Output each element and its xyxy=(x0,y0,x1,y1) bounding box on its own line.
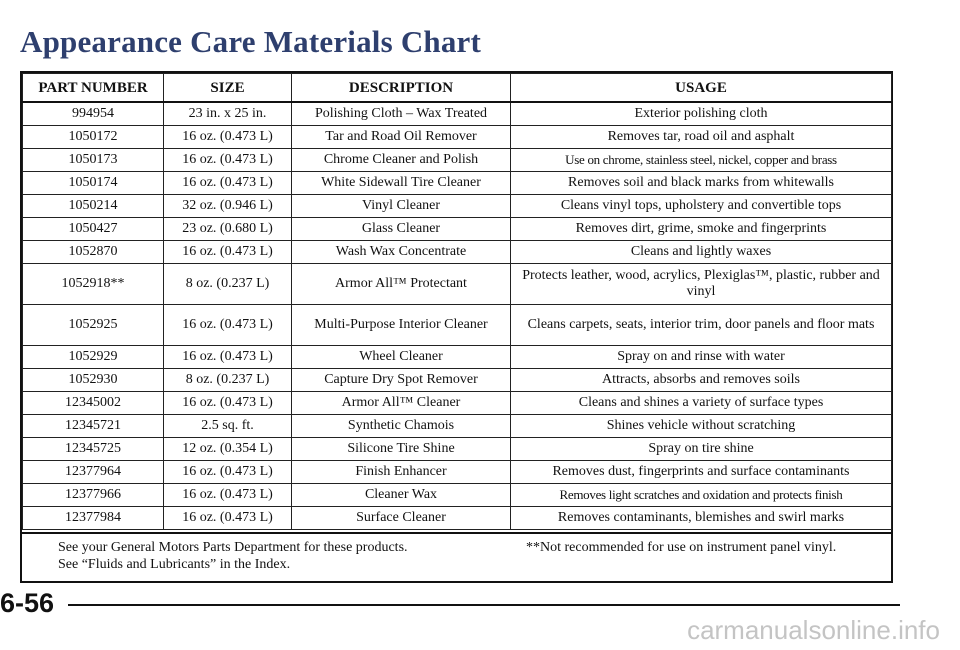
materials-chart xyxy=(20,71,893,583)
size-cell: 16 oz. (0.473 L) xyxy=(164,392,292,415)
materials-table xyxy=(22,73,892,530)
watermark: carmanualsonline.info xyxy=(687,615,940,645)
part-number-cell: 12345725 xyxy=(23,438,164,461)
page-number: 6-56 xyxy=(0,588,55,618)
table-row xyxy=(23,126,892,149)
part-number-cell: 1050173 xyxy=(23,149,164,172)
description-cell: Armor All™ Cleaner xyxy=(292,392,511,415)
usage-cell: Removes dust, fingerprints and surface contaminants xyxy=(511,461,892,484)
description-cell: Capture Dry Spot Remover xyxy=(292,369,511,392)
size-cell: 2.5 sq. ft. xyxy=(164,415,292,438)
usage-cell: Removes contaminants, blemishes and swirl marks xyxy=(511,507,892,530)
usage-cell: Use on chrome, stainless steel, nickel, copper and brass xyxy=(511,149,892,172)
size-cell: 32 oz. (0.946 L) xyxy=(164,195,292,218)
table-row xyxy=(23,264,892,305)
part-number-cell: 1052929 xyxy=(23,346,164,369)
usage-cell: Shines vehicle without scratching xyxy=(511,415,892,438)
table-row xyxy=(23,241,892,264)
table-row xyxy=(23,461,892,484)
size-cell: 16 oz. (0.473 L) xyxy=(164,172,292,195)
size-cell: 16 oz. (0.473 L) xyxy=(164,149,292,172)
usage-cell: Removes light scratches and oxidation and protects finish xyxy=(511,484,892,507)
table-row xyxy=(23,392,892,415)
usage-cell: Cleans and lightly waxes xyxy=(511,241,892,264)
description-cell: Armor All™ Protectant xyxy=(292,264,511,305)
table-row xyxy=(23,369,892,392)
size-cell: 8 oz. (0.237 L) xyxy=(164,369,292,392)
table-row xyxy=(23,484,892,507)
part-number-cell: 1050214 xyxy=(23,195,164,218)
part-number-cell: 12345721 xyxy=(23,415,164,438)
table-row xyxy=(23,438,892,461)
part-number-cell: 12377966 xyxy=(23,484,164,507)
usage-cell: Spray on tire shine xyxy=(511,438,892,461)
footnote-left xyxy=(58,539,408,573)
usage-cell: Removes soil and black marks from whitewalls xyxy=(511,172,892,195)
description-cell: Cleaner Wax xyxy=(292,484,511,507)
description-cell: Silicone Tire Shine xyxy=(292,438,511,461)
table-row xyxy=(23,149,892,172)
description-cell: Synthetic Chamois xyxy=(292,415,511,438)
footnote-not-recommended: **Not recommended for use on instrument panel vinyl. xyxy=(526,540,837,555)
part-number-cell: 1050172 xyxy=(23,126,164,149)
description-cell: Tar and Road Oil Remover xyxy=(292,126,511,149)
description-cell: Surface Cleaner xyxy=(292,507,511,530)
usage-cell: Exterior polishing cloth xyxy=(511,102,892,126)
part-number-cell: 994954 xyxy=(23,102,164,126)
description-cell: Finish Enhancer xyxy=(292,461,511,484)
size-cell: 23 in. x 25 in. xyxy=(164,102,292,126)
size-cell: 16 oz. (0.473 L) xyxy=(164,241,292,264)
size-cell: 16 oz. (0.473 L) xyxy=(164,484,292,507)
table-row xyxy=(23,346,892,369)
usage-cell: Removes dirt, grime, smoke and fingerprints xyxy=(511,218,892,241)
size-cell: 8 oz. (0.237 L) xyxy=(164,264,292,305)
description-cell: Chrome Cleaner and Polish xyxy=(292,149,511,172)
table-row xyxy=(23,195,892,218)
header-usage: USAGE xyxy=(511,74,892,103)
table-row xyxy=(23,305,892,346)
part-number-cell: 1050174 xyxy=(23,172,164,195)
size-cell: 16 oz. (0.473 L) xyxy=(164,461,292,484)
usage-cell: Attracts, absorbs and removes soils xyxy=(511,369,892,392)
description-cell: Polishing Cloth – Wax Treated xyxy=(292,102,511,126)
footnote-fluids-reference: See “Fluids and Lubricants” in the Index. xyxy=(58,557,291,572)
description-cell: Wash Wax Concentrate xyxy=(292,241,511,264)
header-description: DESCRIPTION xyxy=(292,74,511,103)
description-cell: Wheel Cleaner xyxy=(292,346,511,369)
part-number-cell: 12377964 xyxy=(23,461,164,484)
description-cell: Glass Cleaner xyxy=(292,218,511,241)
footer-divider xyxy=(68,604,900,606)
footnote-parts-department: See your General Motors Parts Department for these products. xyxy=(58,540,408,555)
part-number-cell: 1052925 xyxy=(23,305,164,346)
part-number-cell: 1052930 xyxy=(23,369,164,392)
size-cell: 12 oz. (0.354 L) xyxy=(164,438,292,461)
usage-cell: Removes tar, road oil and asphalt xyxy=(511,126,892,149)
table-row xyxy=(23,415,892,438)
chart-title: Appearance Care Materials Chart xyxy=(20,24,482,59)
size-cell: 23 oz. (0.680 L) xyxy=(164,218,292,241)
part-number-cell: 1052870 xyxy=(23,241,164,264)
usage-cell: Cleans vinyl tops, upholstery and convertible tops xyxy=(511,195,892,218)
header-size: SIZE xyxy=(164,74,292,103)
header-row xyxy=(23,74,892,103)
chart-footnotes xyxy=(22,532,891,581)
description-cell: Vinyl Cleaner xyxy=(292,195,511,218)
header-part-number: PART NUMBER xyxy=(23,74,164,103)
description-cell: White Sidewall Tire Cleaner xyxy=(292,172,511,195)
table-row xyxy=(23,172,892,195)
size-cell: 16 oz. (0.473 L) xyxy=(164,346,292,369)
table-row xyxy=(23,218,892,241)
part-number-cell: 12345002 xyxy=(23,392,164,415)
size-cell: 16 oz. (0.473 L) xyxy=(164,305,292,346)
part-number-cell: 1052918** xyxy=(23,264,164,305)
table-row xyxy=(23,507,892,530)
usage-cell: Cleans carpets, seats, interior trim, door panels and floor mats xyxy=(511,305,892,346)
part-number-cell: 1050427 xyxy=(23,218,164,241)
description-cell: Multi-Purpose Interior Cleaner xyxy=(292,305,511,346)
size-cell: 16 oz. (0.473 L) xyxy=(164,507,292,530)
usage-cell: Cleans and shines a variety of surface types xyxy=(511,392,892,415)
size-cell: 16 oz. (0.473 L) xyxy=(164,126,292,149)
part-number-cell: 12377984 xyxy=(23,507,164,530)
usage-cell: Spray on and rinse with water xyxy=(511,346,892,369)
usage-cell: Protects leather, wood, acrylics, Plexiglas™, plastic, rubber and vinyl xyxy=(511,264,892,305)
table-row xyxy=(23,102,892,126)
